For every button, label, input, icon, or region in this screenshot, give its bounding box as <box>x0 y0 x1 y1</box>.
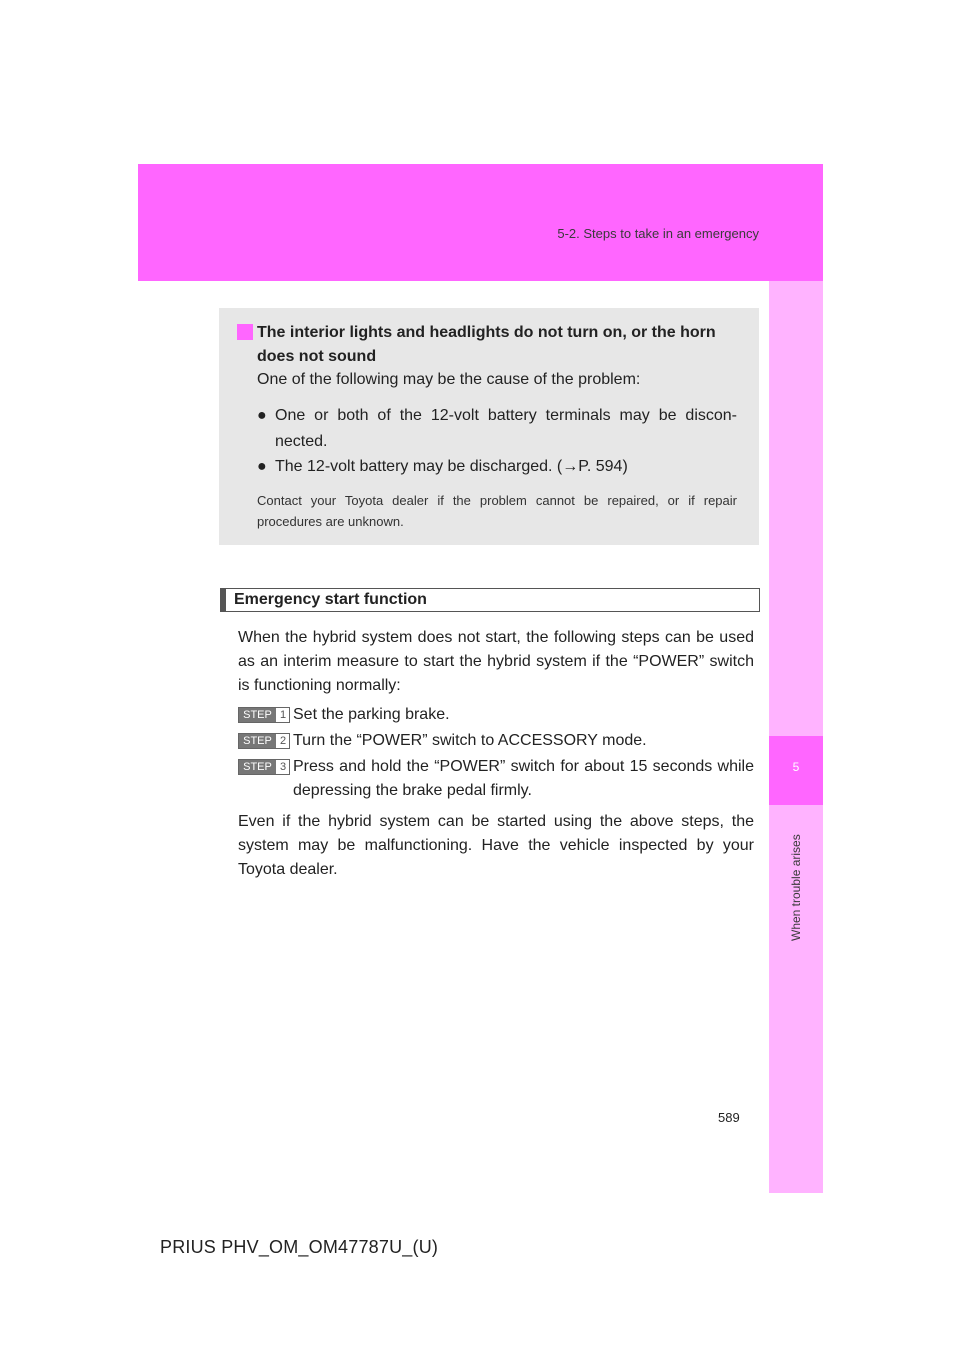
section-marker <box>220 588 226 612</box>
step-badge-number: 2 <box>279 735 287 747</box>
step-badge-number: 1 <box>279 709 287 721</box>
step-text: Set the parking brake. <box>293 706 450 723</box>
step-item <box>238 703 754 727</box>
header-band <box>138 164 823 281</box>
step-badge-label: STEP <box>239 760 276 774</box>
note-heading-text: The interior lights and headlights do not turn on, or the horn does not sound <box>257 324 716 365</box>
bullet-dot-icon: ● <box>257 458 267 475</box>
section-intro: When the hybrid system does not start, the following steps can be used as an interim measure to start the hybrid system if the “POWER” switch is functioning normally: <box>238 629 754 694</box>
step-item <box>238 729 754 753</box>
square-bullet-icon <box>237 324 253 340</box>
chapter-label: When trouble arises <box>789 834 803 941</box>
step-item <box>238 755 754 803</box>
step-badge <box>238 707 290 723</box>
header-section-title: 5-2. Steps to take in an emergency <box>557 226 759 241</box>
step-badge <box>238 759 290 775</box>
list-item <box>257 454 737 480</box>
step-badge-label: STEP <box>239 734 276 748</box>
step-badge-label: STEP <box>239 708 276 722</box>
step-badge-number: 3 <box>279 761 287 773</box>
chapter-side-tab <box>769 281 823 1193</box>
note-intro: One of the following may be the cause of the problem: <box>257 371 641 388</box>
note-box <box>219 308 759 545</box>
list-item-text: One or both of the 12-volt battery terminals may be discon-nected. <box>275 407 737 450</box>
list-item <box>257 403 737 455</box>
step-badge <box>238 733 290 749</box>
bullet-dot-icon: ● <box>257 407 267 424</box>
note-heading <box>237 321 737 369</box>
step-text: Turn the “POWER” switch to ACCESSORY mode. <box>293 732 647 749</box>
document-footer: PRIUS PHV_OM_OM47787U_(U) <box>160 1237 439 1257</box>
section-closing: Even if the hybrid system can be started using the above steps, the system may be malfunctioning. Have the vehicle inspected by your Toyota dealer. <box>238 813 754 878</box>
chapter-number-block <box>769 736 823 805</box>
section-heading-bar <box>224 588 760 612</box>
note-small-print: Contact your Toyota dealer if the problem cannot be repaired, or if repair procedures are unknown. <box>257 493 737 529</box>
section-title: Emergency start function <box>234 591 427 608</box>
chapter-number: 5 <box>792 760 800 774</box>
step-text: Press and hold the “POWER” switch for about 15 seconds while depressing the brake pedal firmly. <box>293 758 754 799</box>
list-item-text: The 12-volt battery may be discharged. (→P. 594) <box>275 458 628 475</box>
page-number: 589 <box>718 1110 740 1125</box>
